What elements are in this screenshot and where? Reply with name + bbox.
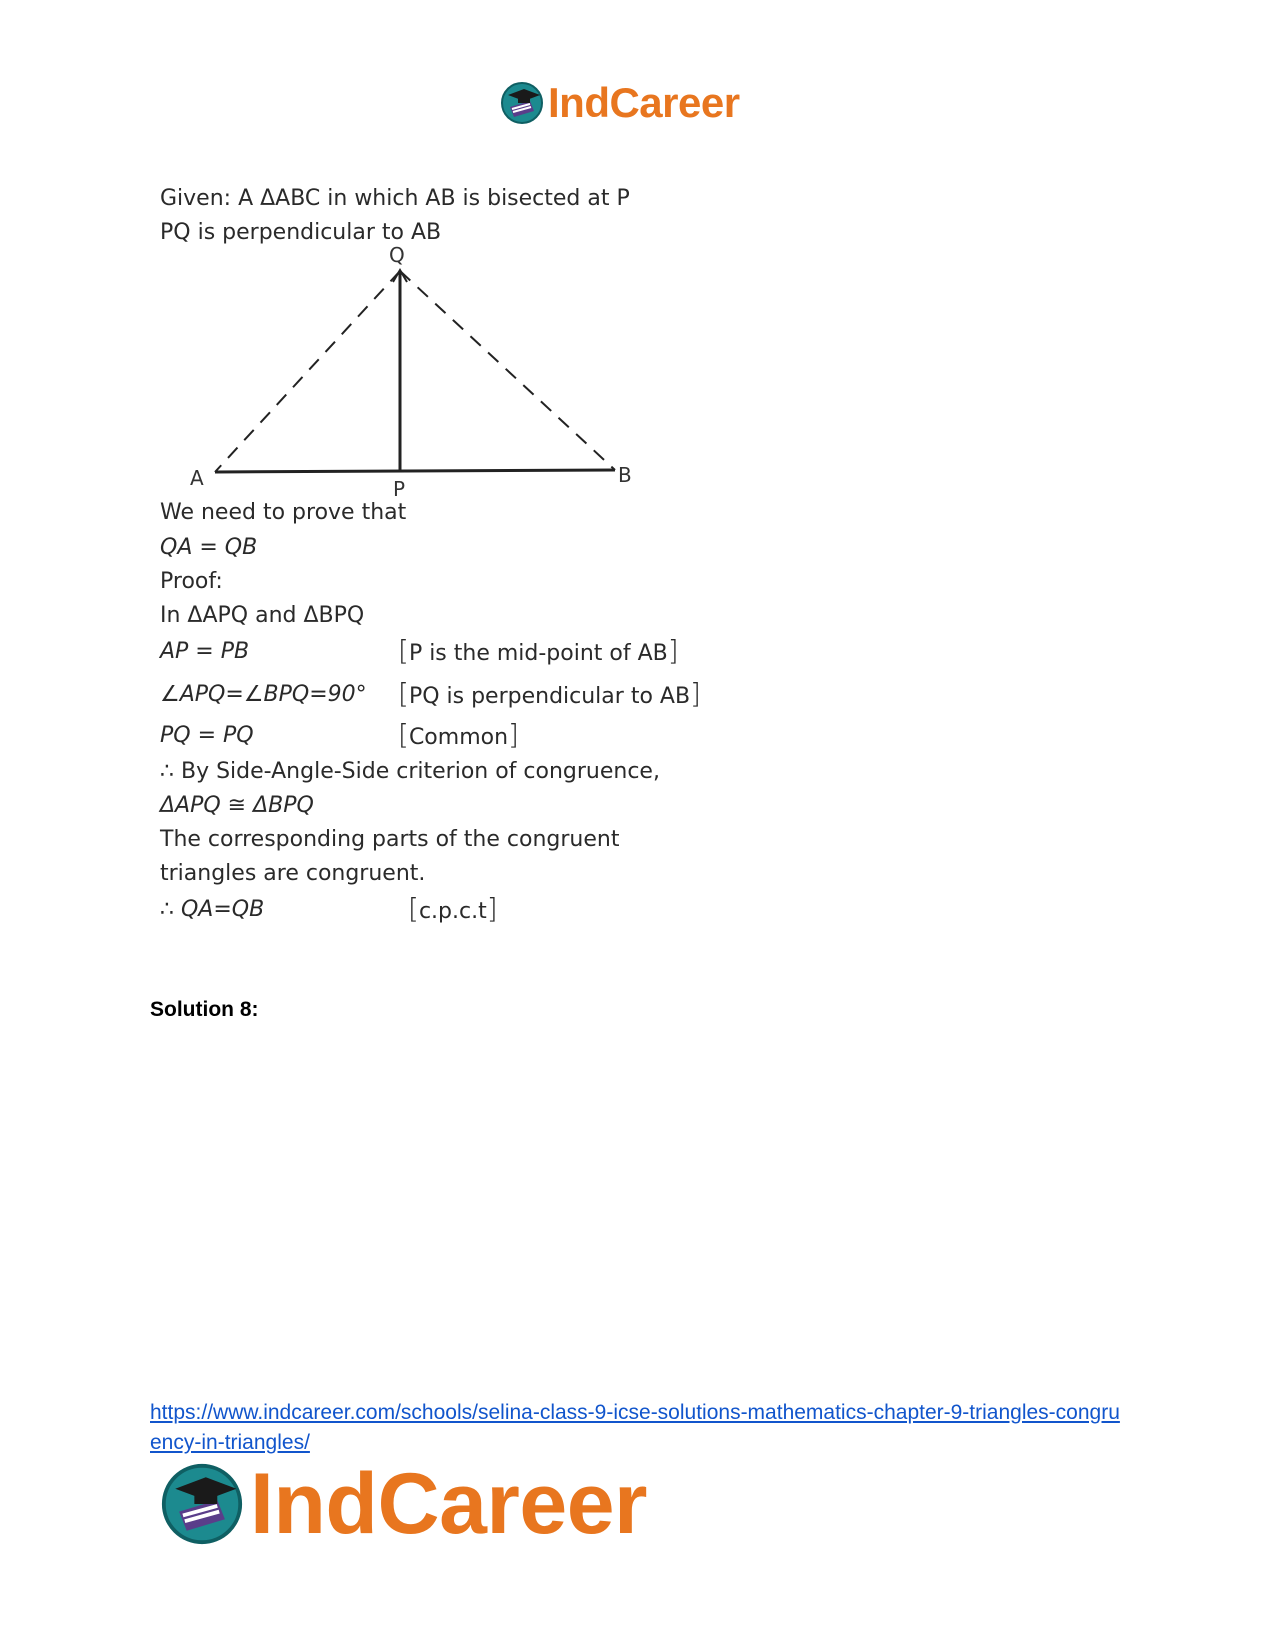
given-line-1: Given: A ΔABC in which AB is bisected at P <box>160 186 630 211</box>
triangle-diagram <box>160 246 680 506</box>
logo-text: IndCareer <box>548 79 740 126</box>
conclusion-reason: [ c.p.c.t ] <box>408 892 498 925</box>
sas-criterion-line: ∴ By Side-Angle-Side criterion of congruence, <box>160 759 660 784</box>
label-a: A <box>190 466 204 490</box>
conclusion-statement: ∴ QA=QB <box>160 897 265 922</box>
statement-row-1: AP = PB <box>160 639 250 664</box>
label-p: P <box>393 477 406 501</box>
base-ab <box>215 470 615 472</box>
to-prove-equation: QA = QB <box>160 535 258 560</box>
label-q: Q <box>389 246 405 267</box>
reason-row-3: [ Common ] <box>398 718 519 751</box>
statement-row-3: PQ = PQ <box>160 723 254 748</box>
header-logo <box>500 80 740 126</box>
side-qb <box>400 271 615 470</box>
graduate-globe-icon <box>500 81 544 125</box>
source-link[interactable]: https://www.indcareer.com/schools/selina-class-9-icse-solutions-mathematics-chapter-9-triangles-congruency-in-triangles/ <box>150 1401 1120 1454</box>
reason-row-2: [ PQ is perpendicular to AB ] <box>398 677 701 710</box>
congruence-statement: ΔAPQ ≅ ΔBPQ <box>160 793 314 818</box>
solution-heading: Solution 8: <box>150 998 259 1021</box>
corresponding-line-2: triangles are congruent. <box>160 861 426 886</box>
proof-heading: Proof: <box>160 569 223 594</box>
graduate-globe-icon <box>160 1462 244 1546</box>
reason-row-1: [ P is the mid-point of AB ] <box>398 634 679 667</box>
logo-text: IndCareer <box>250 1455 647 1552</box>
given-line-2: PQ is perpendicular to AB <box>160 220 442 245</box>
side-qa <box>215 271 400 472</box>
label-b: B <box>618 463 632 487</box>
footer-logo <box>160 1455 647 1552</box>
corresponding-line-1: The corresponding parts of the congruent <box>160 827 620 852</box>
statement-row-2: ∠APQ=∠BPQ=90° <box>160 682 367 707</box>
need-to-prove: We need to prove that <box>160 500 407 525</box>
in-triangles-line: In ΔAPQ and ΔBPQ <box>160 603 365 628</box>
